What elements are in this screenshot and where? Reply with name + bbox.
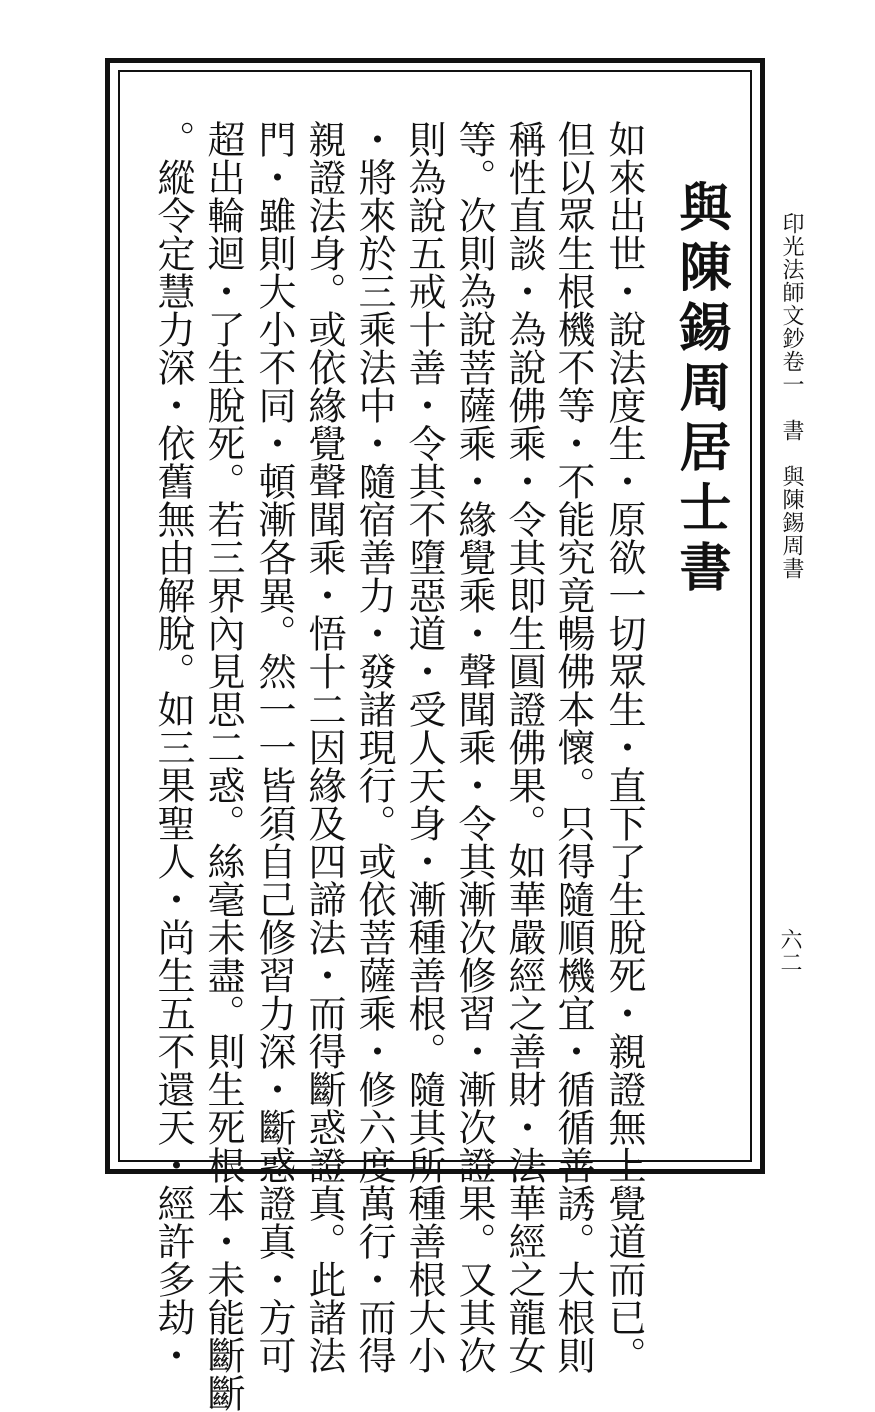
text-column-10: 。縱令定慧力深・依舊無由解脫。如三果聖人・尚生五不還天・經許多劫・ [151,120,195,1374]
letter-title: 與陳錫周居士書 [670,180,731,600]
text-column-8: 門・雖則大小不同・頓漸各異。然一一皆須自己修習力深・斷惑證真・方可 [252,120,296,1374]
page-number: 六二 [777,928,802,974]
text-column-6: ・將來於三乘法中・隨宿善力・發諸現行。或依菩薩乘・修六度萬行・而得 [352,120,396,1374]
text-column-2: 但以眾生根機不等・不能究竟暢佛本懷。只得隨順機宜・循循善誘。大根則 [551,120,595,1374]
text-column-9: 超出輪迴・了生脫死。若三界內見思二惑。絲毫未盡。則生死根本・未能斷斷 [201,120,245,1412]
text-column-4: 等。次則為說菩薩乘・緣覺乘・聲聞乘・令其漸次修習・漸次證果。又其次 [452,120,496,1374]
running-header: 印光法師文鈔卷一 書 與陳錫周書 [779,212,804,580]
text-column-5: 則為說五戒十善・令其不墮惡道・受人天身・漸種善根。隨其所種善根大小 [402,120,446,1374]
text-column-7: 親證法身。或依緣覺聲聞乘・悟十二因緣及四諦法・而得斷惑證真。此諸法 [302,120,346,1374]
text-column-1: 如來出世・說法度生・原欲一切眾生・直下了生脫死・親證無上覺道而已。 [602,120,646,1374]
text-column-3: 稱性直談・為說佛乘・令其即生圓證佛果。如華嚴經之善財・法華經之龍女 [502,120,546,1374]
